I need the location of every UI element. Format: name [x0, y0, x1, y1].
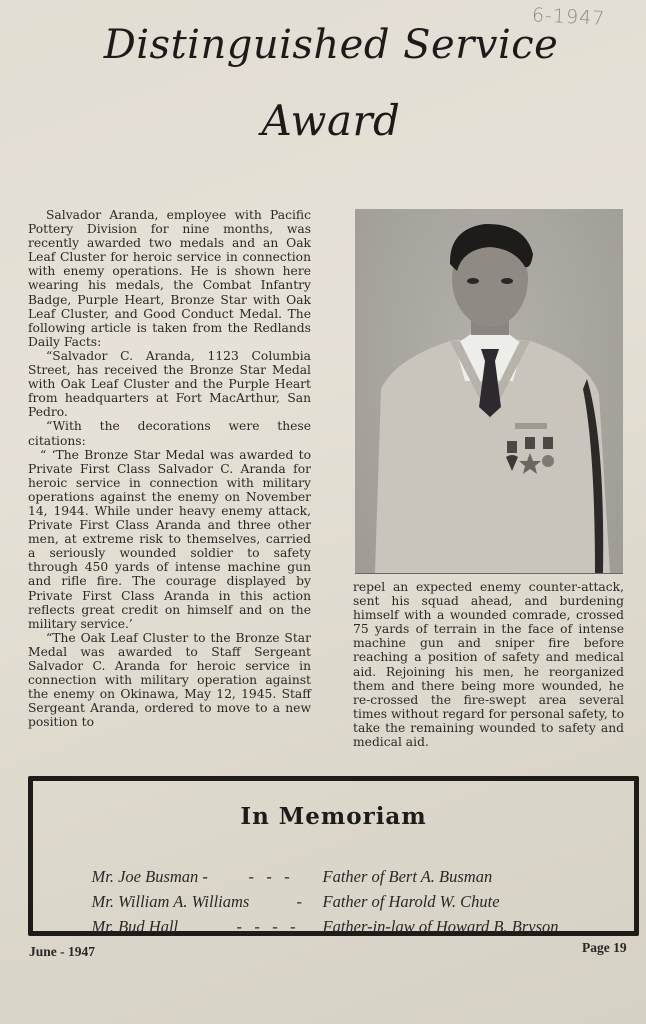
article-left-column — [28, 208, 311, 729]
memoriam-dashes: - - - - — [236, 917, 296, 936]
memoriam-dashes: - - - — [248, 867, 290, 886]
article-paragraph: repel an expected enemy counter-attack, sent his squad ahead, and burdening himself with a wounded comrade, crossed 75 yards of terrain in the face of intense machine gun and sniper fire before reaching a position of safety and medical aid. Rejoining his men, he reorganized them and there being more wounded, he re-crossed the fire-swept area several times without regard for personal safety, to take the remaining wounded to safety and medical aid. — [353, 580, 625, 750]
article-paragraph: “With the decorations were these citations: — [28, 419, 311, 448]
article-title-line-2: Award — [261, 96, 401, 145]
article-title-line-1: Distinguished Service — [103, 22, 559, 68]
in-memoriam-box — [28, 776, 639, 936]
memoriam-name: Mr. William A. Williams — [91, 892, 250, 911]
memoriam-dashes: - — [296, 892, 302, 911]
good-conduct-medal — [542, 455, 554, 467]
handwritten-date-note: 6-1947 — [531, 4, 606, 30]
article-right-column — [353, 580, 624, 749]
in-memoriam-title: In Memoriam — [240, 803, 427, 830]
footer-issue-date: June - 1947 — [29, 944, 96, 959]
article-paragraph: “Salvador C. Aranda, 1123 Columbia Street, has received the Bronze Star Medal with Oak Leaf Cluster and the Purple Heart from headquarters at Fort MacArthur, San Pedro. — [28, 348, 311, 420]
memoriam-entry — [75, 897, 559, 957]
memoriam-name: Mr. Joe Busman - — [91, 867, 208, 886]
article-paragraph: Salvador Aranda, employee with Pacific Pottery Division for nine months, was recently awarded two medals and an Oak Leaf Cluster for heroic service in connection with enemy operations. He is shown here wearing his medals, the Combat Infantry Badge, Purple Heart, Bronze Star with Oak Leaf Cluster, and Good Conduct Medal. The following article is taken from the Redlands Daily Facts: — [28, 208, 311, 349]
portrait-figure — [355, 209, 623, 573]
memoriam-relation: Father of Harold W. Chute — [322, 892, 500, 911]
memoriam-relation: Father of Bert A. Busman — [322, 867, 493, 886]
article-paragraph: “ ‘The Bronze Star Medal was awarded to Private First Class Salvador C. Aranda for heroic service in connection with military operations against the enemy on November 14, 1944. While under heavy enemy attack, Private First Class Aranda and three other men, at extreme risk to themselves, carried a seriously wounded soldier to safety through 450 yards of intense machine gun and rifle fire. The courage displayed by Private First Class Aranda in this action reflects great credit on himself and on the military service.’ — [28, 447, 311, 631]
combat-infantry-badge — [515, 423, 547, 429]
footer-page-number: Page 19 — [582, 940, 627, 955]
memoriam-name: Mr. Bud Hall — [91, 917, 179, 936]
article-paragraph: “The Oak Leaf Cluster to the Bronze Star Medal was awarded to Staff Sergeant Salvador C. Aranda for heroic service in connection with military operation against the enemy on Okinawa, May 12, 1945. Staff Sergeant Aranda, ordered to move to a new position to — [28, 630, 311, 730]
memoriam-relation: Father-in-law of Howard B. Bryson — [322, 917, 559, 936]
portrait-photo — [355, 209, 623, 574]
